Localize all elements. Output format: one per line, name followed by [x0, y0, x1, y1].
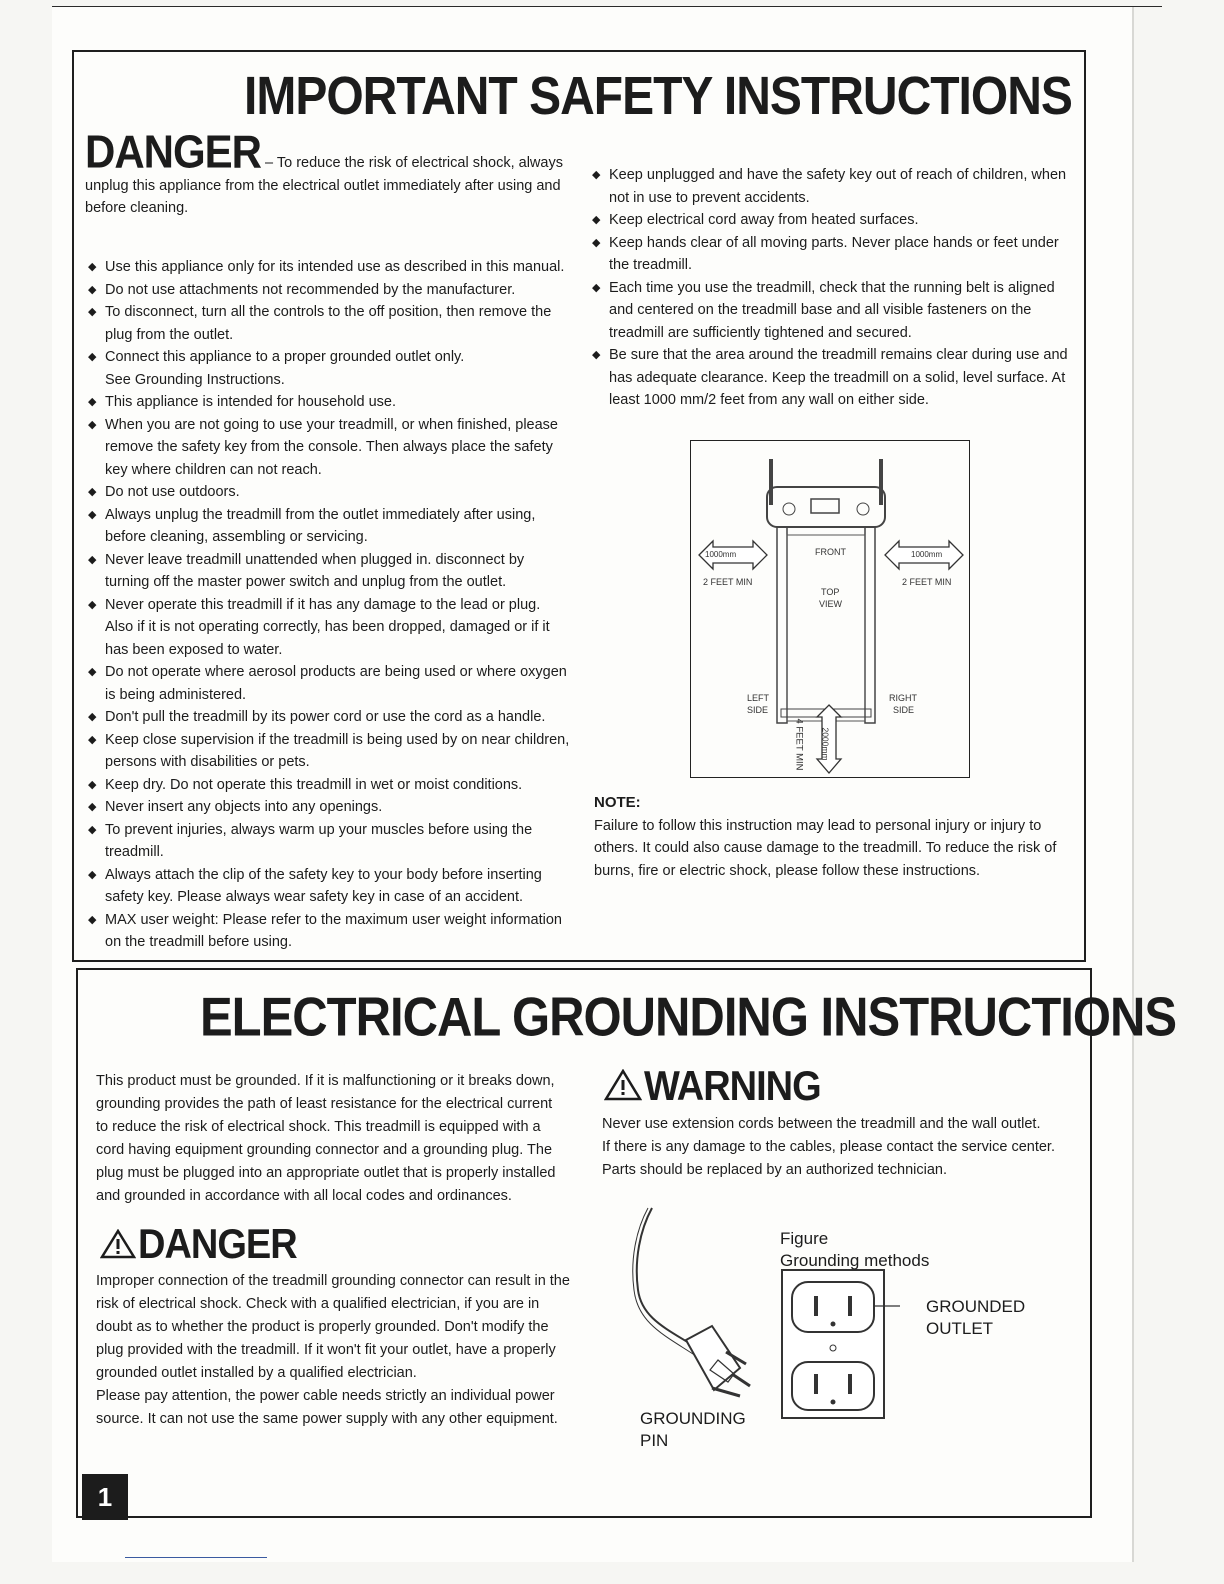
- warning-line-3: Parts should be replaced by an authorized technician.: [602, 1162, 947, 1178]
- danger-intro: [85, 125, 565, 220]
- note-title: NOTE:: [594, 794, 641, 811]
- left-side-label-1: LEFT: [747, 693, 770, 703]
- list-item-text: Connect this appliance to a proper grounded outlet only.: [105, 349, 465, 365]
- list-item: ◆ Always attach the clip of the safety key to your body before inserting safety key. Please always wear safety key in case of an accident.: [86, 864, 570, 909]
- left-side-label-2: SIDE: [747, 705, 769, 715]
- list-item: ◆ To prevent injuries, always warm up your muscles before using the treadmill.: [86, 819, 570, 864]
- list-item: ◆ Do not use attachments not recommended by the manufacturer.: [86, 279, 570, 302]
- right-clearance-mm: 1000mm: [911, 550, 943, 559]
- figure-caption-line-2: Grounding methods: [780, 1251, 930, 1270]
- warning-line-1: Never use extension cords between the treadmill and the wall outlet.: [602, 1116, 1041, 1132]
- grounding-intro: This product must be grounded. If it is malfunctioning or it breaks down, grounding provides the path of least resistance for the electrical current to reduce the risk of electrical shock. This treadmill is equipped with a cord having equipment grounding connector and a grounding plug. The plug must be plugged into an appropriate outlet that is properly installed and grounded in accordance with all local codes and ordinances.: [96, 1073, 556, 1204]
- right-side-label-1: RIGHT: [889, 693, 917, 703]
- grounding-danger-paragraph-2: Please pay attention, the power cable needs strictly an individual power source. It can not use the same power supply with any other equipment.: [96, 1388, 558, 1427]
- list-item: ◆ Never operate this treadmill if it has any damage to the lead or plug. Also if it is not operating correctly, has been dropped, damaged or if it has been exposed to water.: [86, 594, 570, 662]
- warning-label: WARNING: [644, 1063, 821, 1110]
- top-view-label-1: TOP: [821, 587, 840, 597]
- list-item: ◆ Keep unplugged and have the safety key out of reach of children, when not in use to prevent accidents.: [590, 164, 1074, 209]
- list-item: ◆ When you are not going to use your treadmill, or when finished, please remove the safety key from the console. Then always place the safety key where children can not reach.: [86, 414, 570, 482]
- list-item: ◆ Keep close supervision if the treadmill is being used by on near children, persons with disabilities or pets.: [86, 729, 570, 774]
- list-item: ◆ Do not operate where aerosol products are being used or where oxygen is being administered.: [86, 661, 570, 706]
- note-text: Failure to follow this instruction may lead to personal injury or injury to others. It could also cause damage to the treadmill. To reduce the risk of burns, fire or electric shock, please follow these instructions.: [594, 817, 1057, 879]
- warning-heading: [604, 1063, 821, 1111]
- list-item: ◆ To disconnect, turn all the controls to the off position, then remove the plug from the outlet.: [86, 301, 570, 346]
- left-clearance-feet: 2 FEET MIN: [703, 577, 753, 587]
- grounded-outlet-label-line-1: GROUNDED: [926, 1297, 1026, 1316]
- grounding-danger-heading: [100, 1221, 297, 1269]
- danger-intro-text: – To reduce the risk of electrical shock, always unplug this appliance from the electrical outlet immediately after using and before cleaning.: [85, 155, 563, 216]
- list-item: ◆ Each time you use the treadmill, check that the running belt is aligned and centered on the treadmill base and all visible fasteners on the treadmill are sufficiently tightened and secured.: [590, 277, 1074, 345]
- bottom-rule: [125, 1557, 267, 1558]
- figure-caption: [780, 1228, 929, 1272]
- figure-caption-line-1: Figure: [780, 1229, 829, 1248]
- grounding-pin-label-line-2: PIN: [640, 1431, 669, 1450]
- grounding-danger-paragraph-1: Improper connection of the treadmill grounding connector can result in the risk of electrical shock. Check with a qualified electrician, if you are in doubt as to whether the product is properly grounded. Don't modify the plug provided with the treadmill. If it won't fit your outlet, have a properly grounded outlet installed by a qualified electrician.: [96, 1273, 570, 1381]
- page-number: 1: [82, 1474, 128, 1520]
- warning-text: [602, 1113, 1072, 1182]
- list-item: ◆ This appliance is intended for household use.: [86, 391, 570, 414]
- warning-triangle-icon: [604, 1069, 642, 1101]
- list-item: ◆ Do not use outdoors.: [86, 481, 570, 504]
- safety-list-right: [590, 164, 1074, 412]
- list-item: ◆ Never insert any objects into any openings.: [86, 796, 570, 819]
- left-clearance-mm: 1000mm: [705, 550, 737, 559]
- top-rule: [52, 6, 1162, 7]
- rear-clearance-mm: 2000mm: [820, 727, 831, 761]
- danger-heading: DANGER: [85, 125, 262, 178]
- warning-line-2: If there is any damage to the cables, please contact the service center.: [602, 1139, 1055, 1155]
- grounded-outlet-label: [926, 1296, 1025, 1340]
- rear-clearance-feet: 4 FEET MIN: [793, 718, 805, 771]
- grounding-danger-label: DANGER: [138, 1221, 297, 1268]
- list-item: ◆ Keep hands clear of all moving parts. Never place hands or feet under the treadmill.: [590, 232, 1074, 277]
- list-item: ◆ Always unplug the treadmill from the outlet immediately after using, before cleaning, assembling or servicing.: [86, 504, 570, 549]
- list-item: ◆ Never leave treadmill unattended when plugged in. disconnect by turning off the master power switch and unplug from the outlet.: [86, 549, 570, 594]
- grounding-pin-label: [640, 1408, 746, 1452]
- grounding-danger-text: [96, 1270, 572, 1431]
- list-item: [86, 346, 570, 391]
- front-label: FRONT: [815, 547, 846, 557]
- grounding-title: ELECTRICAL GROUNDING INSTRUCTIONS: [200, 987, 1177, 1048]
- grounding-pin-label-line-1: GROUNDING: [640, 1409, 746, 1428]
- list-item: ◆ MAX user weight: Please refer to the maximum user weight information on the treadmill before using.: [86, 909, 570, 954]
- note-block: [594, 792, 1074, 882]
- clearance-diagram: [690, 440, 970, 778]
- safety-list-left: [86, 256, 570, 954]
- warning-triangle-icon: [100, 1229, 136, 1259]
- top-view-label-2: VIEW: [819, 599, 843, 609]
- list-item: ◆ Keep electrical cord away from heated surfaces.: [590, 209, 1074, 232]
- list-item: ◆ Be sure that the area around the treadmill remains clear during use and has adequate clearance. Keep the treadmill on a solid, level surface. At least 1000 mm/2 feet from any wall on either side.: [590, 344, 1074, 412]
- list-item: ◆ Don't pull the treadmill by its power cord or use the cord as a handle.: [86, 706, 570, 729]
- grounded-outlet-label-line-2: OUTLET: [926, 1319, 994, 1338]
- list-item: ◆ Use this appliance only for its intended use as described in this manual.: [86, 256, 570, 279]
- right-side-label-2: SIDE: [893, 705, 915, 715]
- safety-title: IMPORTANT SAFETY INSTRUCTIONS: [244, 67, 1072, 127]
- grounding-reference: See Grounding Instructions.: [105, 371, 285, 388]
- list-item: ◆ Keep dry. Do not operate this treadmill in wet or moist conditions.: [86, 774, 570, 797]
- right-clearance-feet: 2 FEET MIN: [902, 577, 952, 587]
